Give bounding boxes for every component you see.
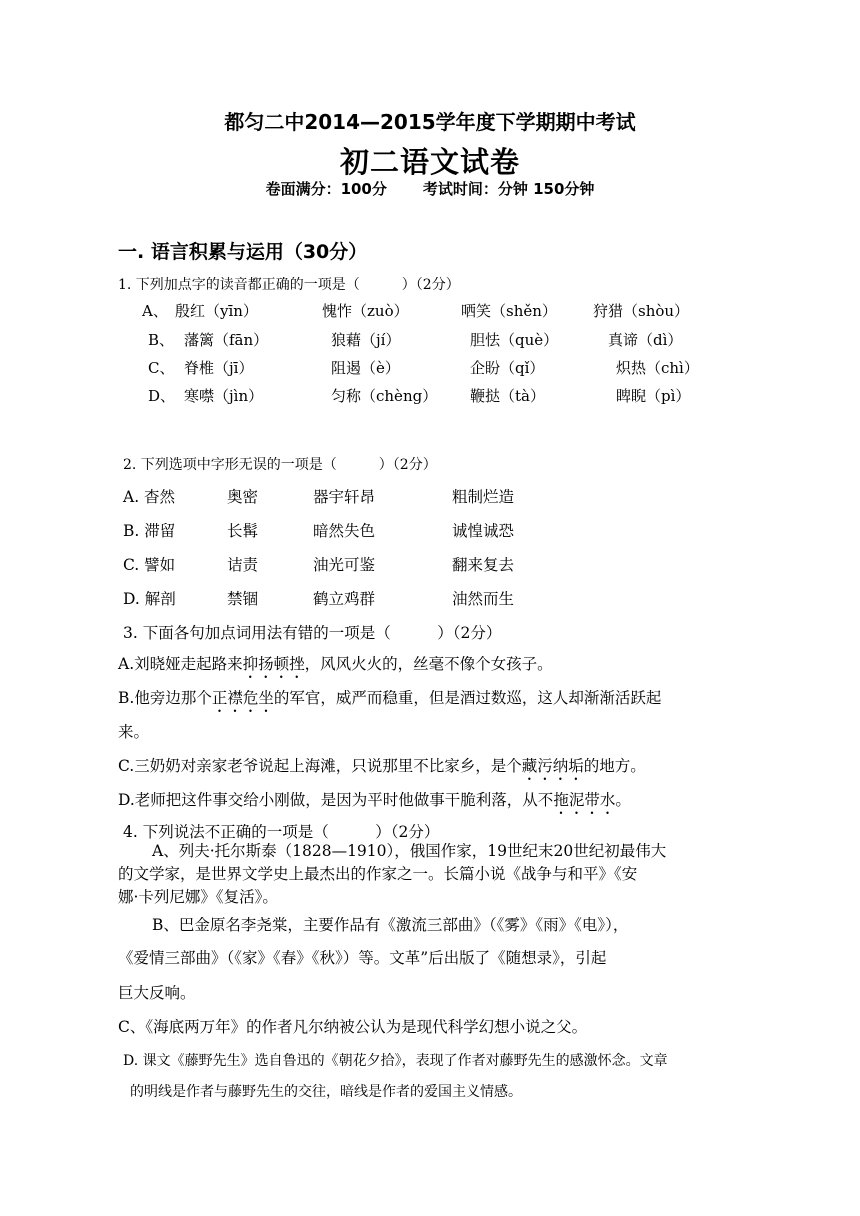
q3-marked-word: 正襟危坐	[211, 689, 274, 707]
q1-item: 阻遏（è）	[331, 359, 400, 377]
q3-text: 的地方。	[583, 757, 646, 775]
q1-item: 狼藉（jí）	[331, 331, 401, 349]
q3-marked-word: 藏污纳垢	[521, 757, 584, 775]
q3-stem: 3. 下面各句加点词用法有错的一项是（ ）（2分）	[123, 624, 502, 642]
q1-item: 胆怯（què）	[470, 331, 559, 349]
q1-item: 寒噤（jìn）	[184, 387, 264, 405]
q1-item: 愧怍（zuò）	[322, 302, 409, 320]
q1-item: 匀称（chèng）	[331, 387, 438, 405]
q2-item: 油然而生	[452, 590, 515, 608]
q2-item: A. 杳然	[123, 488, 176, 506]
q2-item: C. 譬如	[123, 556, 176, 574]
q2-stem: 2. 下列选项中字形无误的一项是（ ）（2分）	[123, 457, 437, 473]
q1-row-b	[0, 329, 860, 359]
q1-item: 企盼（qǐ）	[470, 359, 545, 377]
q3-text: D.老师把这件事交给小刚做，是因为平时他做事干脆利落，从不	[118, 791, 554, 809]
q4-option-b-line3: 巨大反响。	[118, 984, 196, 1002]
q2-item: 器宇轩昂	[313, 488, 376, 506]
q2-row-c	[0, 553, 860, 583]
q1-option-label: D、	[148, 387, 176, 405]
q2-item: 长髯	[227, 522, 259, 540]
q4-option-a-line3: 娜·卡列尼娜》《复活》。	[118, 888, 278, 906]
q4-stem: 4. 下列说法不正确的一项是（ ）（2分）	[123, 823, 440, 841]
q1-item: 狩猎（shòu）	[593, 302, 690, 320]
exam-time: 考试时间：分钟 150分钟	[422, 180, 595, 198]
q4-option-b-line1: B、巴金原名李尧棠，主要作品有《激流三部曲》（《雾》《雨》《电》），	[152, 916, 629, 934]
q4-option-b-line2: 《爱情三部曲》（《家》《春》《秋》）等。文革”后出版了《随想录》，引起	[118, 949, 607, 967]
q2-item: 诚惶诚恐	[452, 522, 515, 540]
q3-option-b	[118, 686, 661, 716]
q3-option-c	[118, 754, 646, 784]
q3-text: A.刘晓娅走起路来	[118, 655, 243, 673]
q3-option-d	[118, 788, 631, 818]
q4-option-a-line2: 的文学家，是世界文学史上最杰出的作家之一。长篇小说《战争与和平》《安	[118, 865, 638, 883]
q1-item: 鞭挞（tà）	[470, 387, 545, 405]
q4-option-a-line1: A、列夫·托尔斯泰（1828—1910），俄国作家，19世纪末20世纪初最伟大	[152, 842, 667, 860]
section-title: 一. 语言积累与运用（30分）	[118, 241, 368, 263]
q2-item: 禁锢	[227, 590, 259, 608]
q3-option-a	[118, 652, 553, 682]
q3-marked-word: 抑扬顿挫	[242, 655, 305, 673]
q3-option-b-cont: 来。	[118, 723, 150, 741]
q3-text: C.三奶奶对亲家老爷说起上海滩，只说那里不比家乡，是个	[118, 757, 522, 775]
q1-stem: 1. 下列加点字的读音都正确的一项是（ ）（2分）	[118, 277, 460, 293]
q2-item: 翻来复去	[452, 556, 515, 574]
q2-item: D. 解剖	[123, 590, 176, 608]
q2-item: 奥密	[227, 488, 259, 506]
q2-item: 鹤立鸡群	[313, 590, 376, 608]
q1-item: 炽热（chì）	[616, 359, 699, 377]
q1-option-label: A、	[142, 302, 168, 320]
q3-text: B.他旁边那个	[118, 689, 212, 707]
q1-row-c	[0, 357, 860, 387]
q2-row-d	[0, 587, 860, 617]
q3-marked-word: 拖泥带水	[553, 791, 616, 809]
q2-row-b	[0, 519, 860, 549]
paper-title: 初二语文试卷	[339, 145, 520, 179]
q3-text: 的军官，威严而稳重，但是酒过数巡，这人却渐渐活跃起	[273, 689, 662, 707]
q1-item: 殷红（yīn）	[175, 302, 258, 320]
q1-item: 真谛（dì）	[608, 331, 683, 349]
exam-title: 都匀二中2014—2015学年度下学期期中考试	[224, 110, 636, 134]
q4-option-d-line1: D. 课文《藤野先生》选自鲁迅的《朝花夕拾》，表现了作者对藤野先生的感激怀念。文章	[123, 1053, 668, 1069]
q1-item: 脊椎（jī）	[184, 359, 254, 377]
q3-text: 。	[615, 791, 631, 809]
q1-item: 睥睨（pì）	[616, 387, 691, 405]
q4-option-c: C、《海底两万年》的作者凡尔纳被公认为是现代科学幻想小说之父。	[118, 1018, 588, 1036]
q1-item: 哂笑（shěn）	[461, 302, 557, 320]
q1-item: 藩篱（fān）	[184, 331, 269, 349]
q3-text: ，风风火火的，丝毫不像个女孩子。	[304, 655, 553, 673]
q2-item: 诘责	[227, 556, 259, 574]
q1-option-label: B、	[148, 331, 175, 349]
q2-item: B. 滞留	[123, 522, 176, 540]
q2-row-a	[0, 485, 860, 515]
exam-info	[0, 178, 860, 199]
q1-row-a	[0, 300, 860, 330]
full-score: 卷面满分：100分	[265, 180, 387, 198]
q1-option-label: C、	[148, 359, 175, 377]
q2-item: 油光可鉴	[313, 556, 376, 574]
q2-item: 暗然失色	[313, 522, 376, 540]
q2-item: 粗制烂造	[452, 488, 515, 506]
q4-option-d-line2: 的明线是作者与藤野先生的交往，暗线是作者的爱国主义情感。	[130, 1084, 522, 1100]
q1-row-d	[0, 385, 860, 415]
